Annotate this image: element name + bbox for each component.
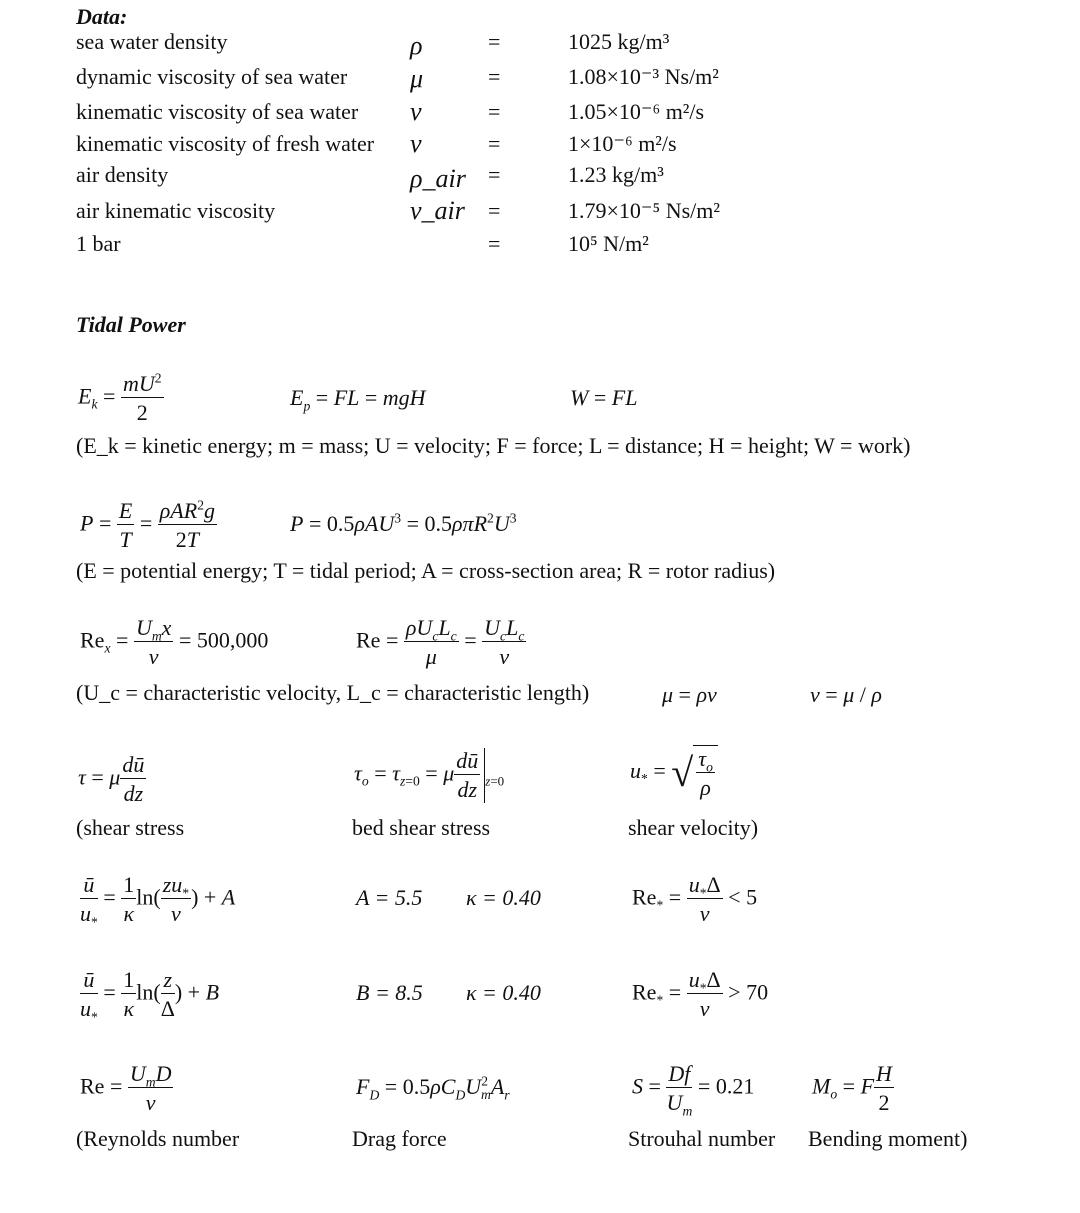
data-value: 1.08×10⁻³ Ns/m² — [568, 64, 719, 89]
data-label: 1 bar — [76, 231, 121, 256]
data-value: 10⁵ N/m² — [568, 231, 649, 256]
energy-legend: (E_k = kinetic energy; m = mass; U = velocity; F = force; L = distance; H = height; W = work) — [76, 433, 911, 458]
label-shear-stress: (shear stress — [76, 815, 185, 840]
section-heading: Tidal Power — [76, 312, 186, 337]
formula-kinematic-viscosity: ν = μ / ρ — [810, 682, 882, 707]
data-label: dynamic viscosity of sea water — [76, 64, 348, 89]
formula-bed-shear-stress: $\tau_o = \tau_{z=0} = \mu$ $\frac{dū}{dz}$ $_{z=0}$ — [354, 748, 505, 803]
data-label: kinematic viscosity of fresh water — [76, 131, 375, 156]
re-smooth-limit: < 5 — [728, 884, 758, 910]
data-label: sea water density — [76, 29, 228, 54]
data-symbol: ρ — [410, 31, 423, 60]
formula-reynolds-x: $Re_x$ = $\frac{U_mx}{\nu}$ = 500,000 — [80, 615, 269, 670]
data-equals: = — [488, 29, 501, 54]
data-label: kinematic viscosity of sea water — [76, 99, 359, 124]
data-symbol: ν_air — [410, 196, 465, 225]
data-symbol: ρ_air — [410, 164, 466, 193]
data-equals: = — [488, 131, 501, 156]
data-value: 1.79×10⁻⁵ Ns/m² — [568, 198, 720, 223]
formula-turbine-power: $P = 0.5\rho AU^3 = 0.5\rho\pi R^2U^3$ — [290, 510, 517, 536]
formula-bending-moment: $M_o = F$ $\frac{H}{2}$ — [812, 1061, 892, 1116]
formula-potential-energy: $E_p$ = FL = mgH — [290, 385, 426, 414]
data-equals: = — [488, 198, 501, 223]
data-value: 1.05×10⁻⁶ m²/s — [568, 99, 705, 124]
data-value: 1025 kg/m³ — [568, 29, 670, 54]
label-shear-velocity: shear velocity) — [628, 815, 759, 840]
data-value: 1×10⁻⁶ m²/s — [568, 131, 677, 156]
reynolds-legend: (U_c = characteristic velocity, L_c = characteristic length) — [76, 680, 590, 705]
formula-reynolds-cylinder: Re = $\frac{U_mD}{\nu}$ — [80, 1061, 172, 1116]
label-bed-shear-stress: bed shear stress — [352, 815, 491, 840]
data-equals: = — [488, 231, 501, 256]
formula-log-law-rough: $\frac{ū}{u_*}$ = $\frac{1}{\kappa}$ ln( $\frac{z}{\Delta}$ ) + B — [80, 967, 220, 1025]
data-equals: = — [488, 99, 501, 124]
rex-value: = 500,000 — [178, 627, 269, 653]
constant-b: B = 8.5 — [356, 980, 423, 1005]
formula-drag-force: $F_D = 0.5\rho C_DU^2_mA_r$ — [356, 1073, 510, 1103]
formula-reynolds-characteristic: Re = $\frac{\rho U_cL_c}{\mu}$ = $\frac{U_cL_c}{\nu}$ — [356, 615, 525, 670]
label-bending-moment: Bending moment) — [808, 1126, 968, 1151]
power-legend-text: (E = potential energy; T = tidal period; A = cross-section area; R = rotor radius) — [76, 558, 776, 583]
data-heading: Data: — [76, 4, 128, 29]
formula-work: W = FL — [570, 385, 638, 410]
data-symbol: ν — [410, 97, 422, 126]
re-rough-limit: > 70 — [728, 979, 769, 1005]
data-label: air kinematic viscosity — [76, 198, 276, 223]
formula-re-star-smooth: $Re_*$ = $\frac{u_*\Delta}{\nu}$ < 5 — [632, 872, 758, 927]
label-drag-force: Drag force — [352, 1126, 447, 1151]
constant-kappa-rough: κ = 0.40 — [466, 980, 541, 1005]
formula-dynamic-viscosity: μ = ρν — [662, 682, 717, 707]
formula-tidal-power: P = $\frac{E}{T}$ = $\frac{\rho AR^2g}{2T}$ — [80, 497, 215, 553]
data-symbol: μ — [410, 64, 424, 93]
data-equals: = — [488, 162, 501, 187]
label-strouhal-number: Strouhal number — [628, 1126, 776, 1151]
constant-a: A = 5.5 — [356, 885, 423, 910]
formula-shear-stress: τ = μ $\frac{dū}{dz}$ — [78, 752, 145, 807]
strouhal-value: = 0.21 — [697, 1073, 755, 1099]
formula-shear-velocity: $u_*$ = √ $\frac{\tau_o}{\rho}$ — [630, 745, 718, 801]
formula-re-star-rough: $Re_*$ = $\frac{u_*\Delta}{\nu}$ > 70 — [632, 967, 769, 1022]
data-label: air density — [76, 162, 169, 187]
data-value: 1.23 kg/m³ — [568, 162, 664, 187]
label-reynolds-number: (Reynolds number — [76, 1126, 240, 1151]
data-symbol: ν — [410, 129, 422, 158]
formula-log-law-smooth: $\frac{ū}{u_*}$ = $\frac{1}{\kappa}$ ln( $\frac{zu_*}{\nu}$ ) + A — [80, 872, 236, 930]
data-equals: = — [488, 64, 501, 89]
formula-kinetic-energy: $E_k$ = $\frac{mU^2}{2}$ — [78, 370, 162, 426]
constant-kappa-smooth: κ = 0.40 — [466, 885, 541, 910]
formula-strouhal: S = $\frac{Df}{U_m}$ = 0.21 — [632, 1061, 755, 1119]
